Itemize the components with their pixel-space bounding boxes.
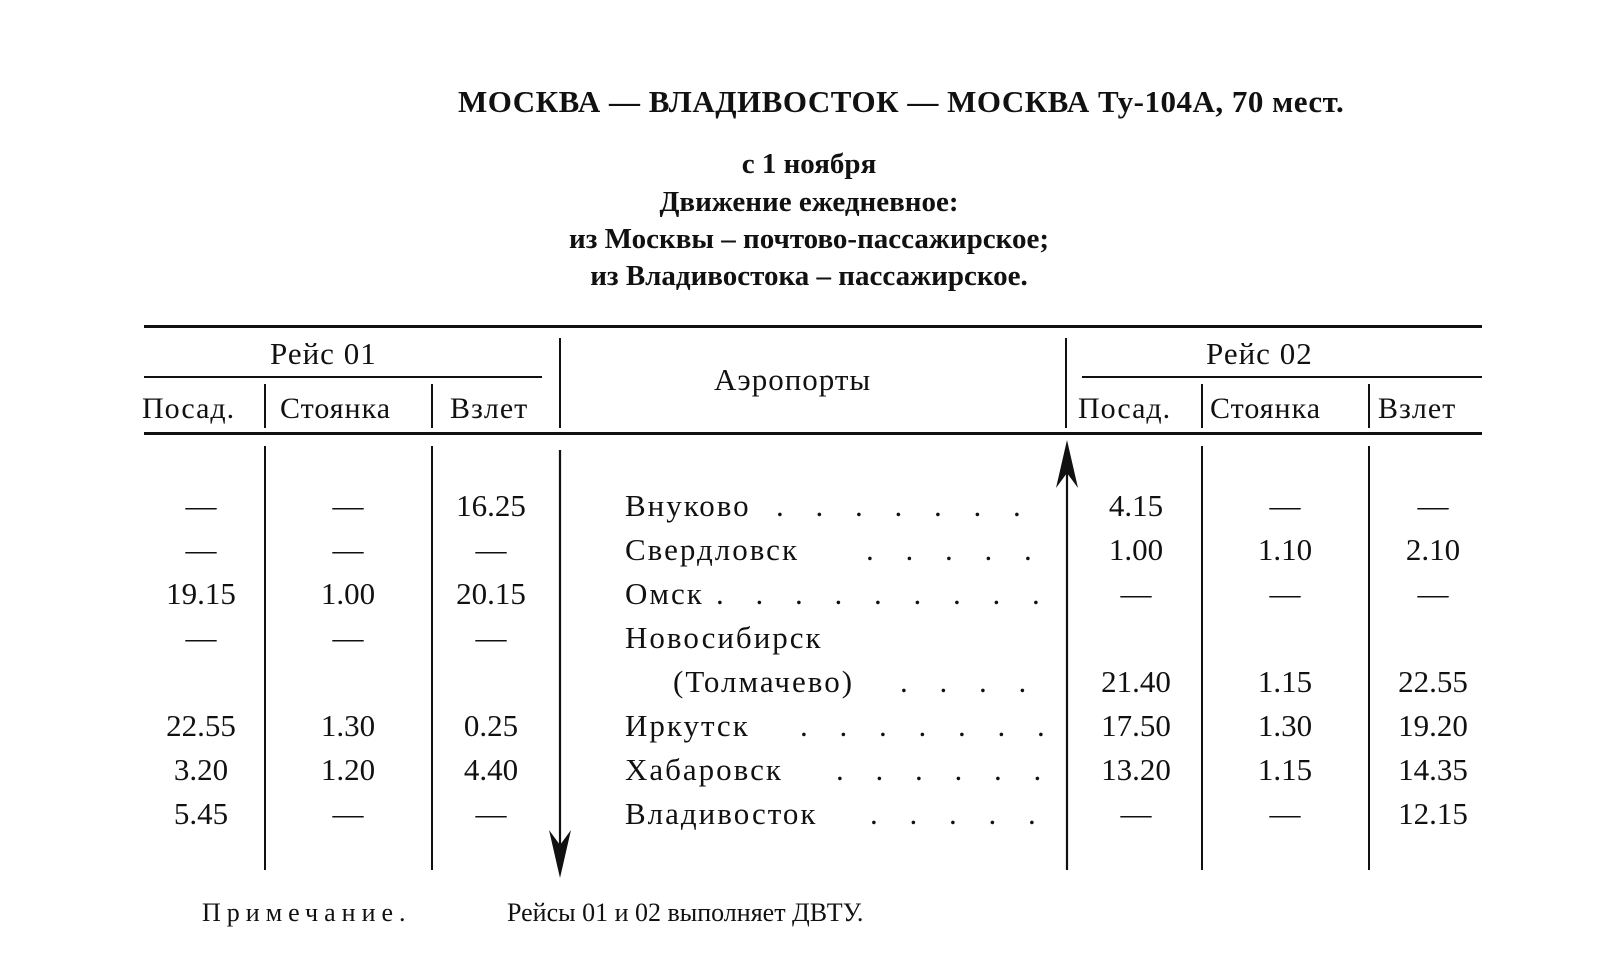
leader-dots: . . . . . <box>866 532 1044 567</box>
flight1-landing: 3.20 <box>173 752 229 787</box>
header-divider <box>1368 384 1370 428</box>
effective-date: с 1 ноября <box>741 148 877 180</box>
flight2-takeoff: 22.55 <box>1398 664 1468 699</box>
airports-header: Аэропорты <box>714 362 872 397</box>
flight1-stop: 1.30 <box>320 708 376 743</box>
airport-name: (Толмачево) <box>673 664 855 699</box>
flight2-takeoff-header: Взлет <box>1378 392 1457 425</box>
page-title: МОСКВА — ВЛАДИВОСТОК — МОСКВА Ту-104А, 70 мест. <box>458 84 1345 119</box>
flight2-stop: — <box>1269 488 1301 523</box>
body-divider <box>431 446 433 870</box>
leader-dots: . . . . . . . . . <box>716 576 1052 611</box>
flight2-stop: 1.30 <box>1257 708 1313 743</box>
flight1-takeoff-header: Взлет <box>450 392 529 425</box>
flight2-takeoff: — <box>1417 488 1449 523</box>
body-divider <box>1368 446 1370 870</box>
flight2-takeoff: 12.15 <box>1398 796 1468 831</box>
flight2-landing: 21.40 <box>1101 664 1171 699</box>
flight2-stop: 1.15 <box>1257 752 1313 787</box>
service-frequency: Движение ежедневное: <box>659 186 959 218</box>
service-from-moscow: из Москвы – почтово-пассажирское; <box>569 223 1049 255</box>
flight1-stop: — <box>332 620 364 655</box>
leader-dots: . . . . . <box>870 796 1048 831</box>
flight2-landing: 17.50 <box>1101 708 1171 743</box>
flight2-stop: 1.10 <box>1257 532 1313 567</box>
flight2-label: Рейс 02 <box>1206 336 1313 371</box>
table-top-rule <box>144 325 1482 328</box>
flight2-takeoff: 2.10 <box>1405 532 1461 567</box>
flight1-landing-header: Посад. <box>142 392 236 425</box>
flight1-takeoff: 0.25 <box>463 708 519 743</box>
flight2-header-rule <box>1082 376 1482 378</box>
flight2-stop: — <box>1269 796 1301 831</box>
flight1-stop-header: Стоянка <box>280 392 392 425</box>
service-from-vladivostok: из Владивостока – пассажирское. <box>590 260 1028 292</box>
flight1-takeoff: 16.25 <box>456 488 526 523</box>
flight1-landing: 5.45 <box>173 796 229 831</box>
flight2-landing-header: Посад. <box>1078 392 1172 425</box>
flight1-landing: 22.55 <box>166 708 236 743</box>
flight2-landing: — <box>1120 576 1152 611</box>
flight1-label: Рейс 01 <box>270 336 377 371</box>
flight1-header-rule <box>144 376 542 378</box>
flight1-landing: — <box>185 488 217 523</box>
header-bottom-rule <box>144 432 1482 435</box>
flight1-takeoff: — <box>475 620 507 655</box>
flight2-takeoff: 19.20 <box>1398 708 1468 743</box>
flight1-takeoff: — <box>475 532 507 567</box>
flight2-landing: — <box>1120 796 1152 831</box>
down-arrow-icon <box>545 450 575 878</box>
leader-dots: . . . . . . <box>836 752 1054 787</box>
flight2-stop-header: Стоянка <box>1210 392 1322 425</box>
flight1-stop: — <box>332 532 364 567</box>
flight1-landing: — <box>185 620 217 655</box>
flight2-stop: — <box>1269 576 1301 611</box>
header-divider <box>1201 384 1203 428</box>
flight1-stop: 1.20 <box>320 752 376 787</box>
leader-dots: . . . . . . . <box>800 708 1057 743</box>
note-label: Примечание. <box>202 898 412 927</box>
flight2-stop: 1.15 <box>1257 664 1313 699</box>
header-divider <box>559 338 561 428</box>
flight2-takeoff: — <box>1417 576 1449 611</box>
flight1-stop: — <box>332 796 364 831</box>
flight1-takeoff: 4.40 <box>463 752 519 787</box>
airport-name: Свердловск <box>625 532 800 567</box>
note-text: Рейсы 01 и 02 выполняет ДВТУ. <box>507 898 864 927</box>
flight2-takeoff: 14.35 <box>1398 752 1468 787</box>
flight2-landing: 13.20 <box>1101 752 1171 787</box>
airport-name: Новосибирск <box>625 620 823 655</box>
flight1-stop: — <box>332 488 364 523</box>
flight1-stop: 1.00 <box>320 576 376 611</box>
header-divider <box>1065 338 1067 428</box>
header-divider <box>431 384 433 428</box>
header-divider <box>264 384 266 428</box>
flight1-landing: — <box>185 532 217 567</box>
airport-name: Хабаровск <box>625 752 783 787</box>
flight1-takeoff: 20.15 <box>456 576 526 611</box>
body-divider <box>1201 446 1203 870</box>
body-divider <box>264 446 266 870</box>
flight2-landing: 4.15 <box>1108 488 1164 523</box>
airport-name: Омск <box>625 576 704 611</box>
flight1-takeoff: — <box>475 796 507 831</box>
flight2-landing: 1.00 <box>1108 532 1164 567</box>
leader-dots: . . . . <box>900 664 1039 699</box>
airport-name: Владивосток <box>625 796 818 831</box>
airport-name: Иркутск <box>625 708 750 743</box>
leader-dots: . . . . . . . <box>776 488 1033 523</box>
airport-name: Внуково <box>625 488 751 523</box>
flight1-landing: 19.15 <box>166 576 236 611</box>
